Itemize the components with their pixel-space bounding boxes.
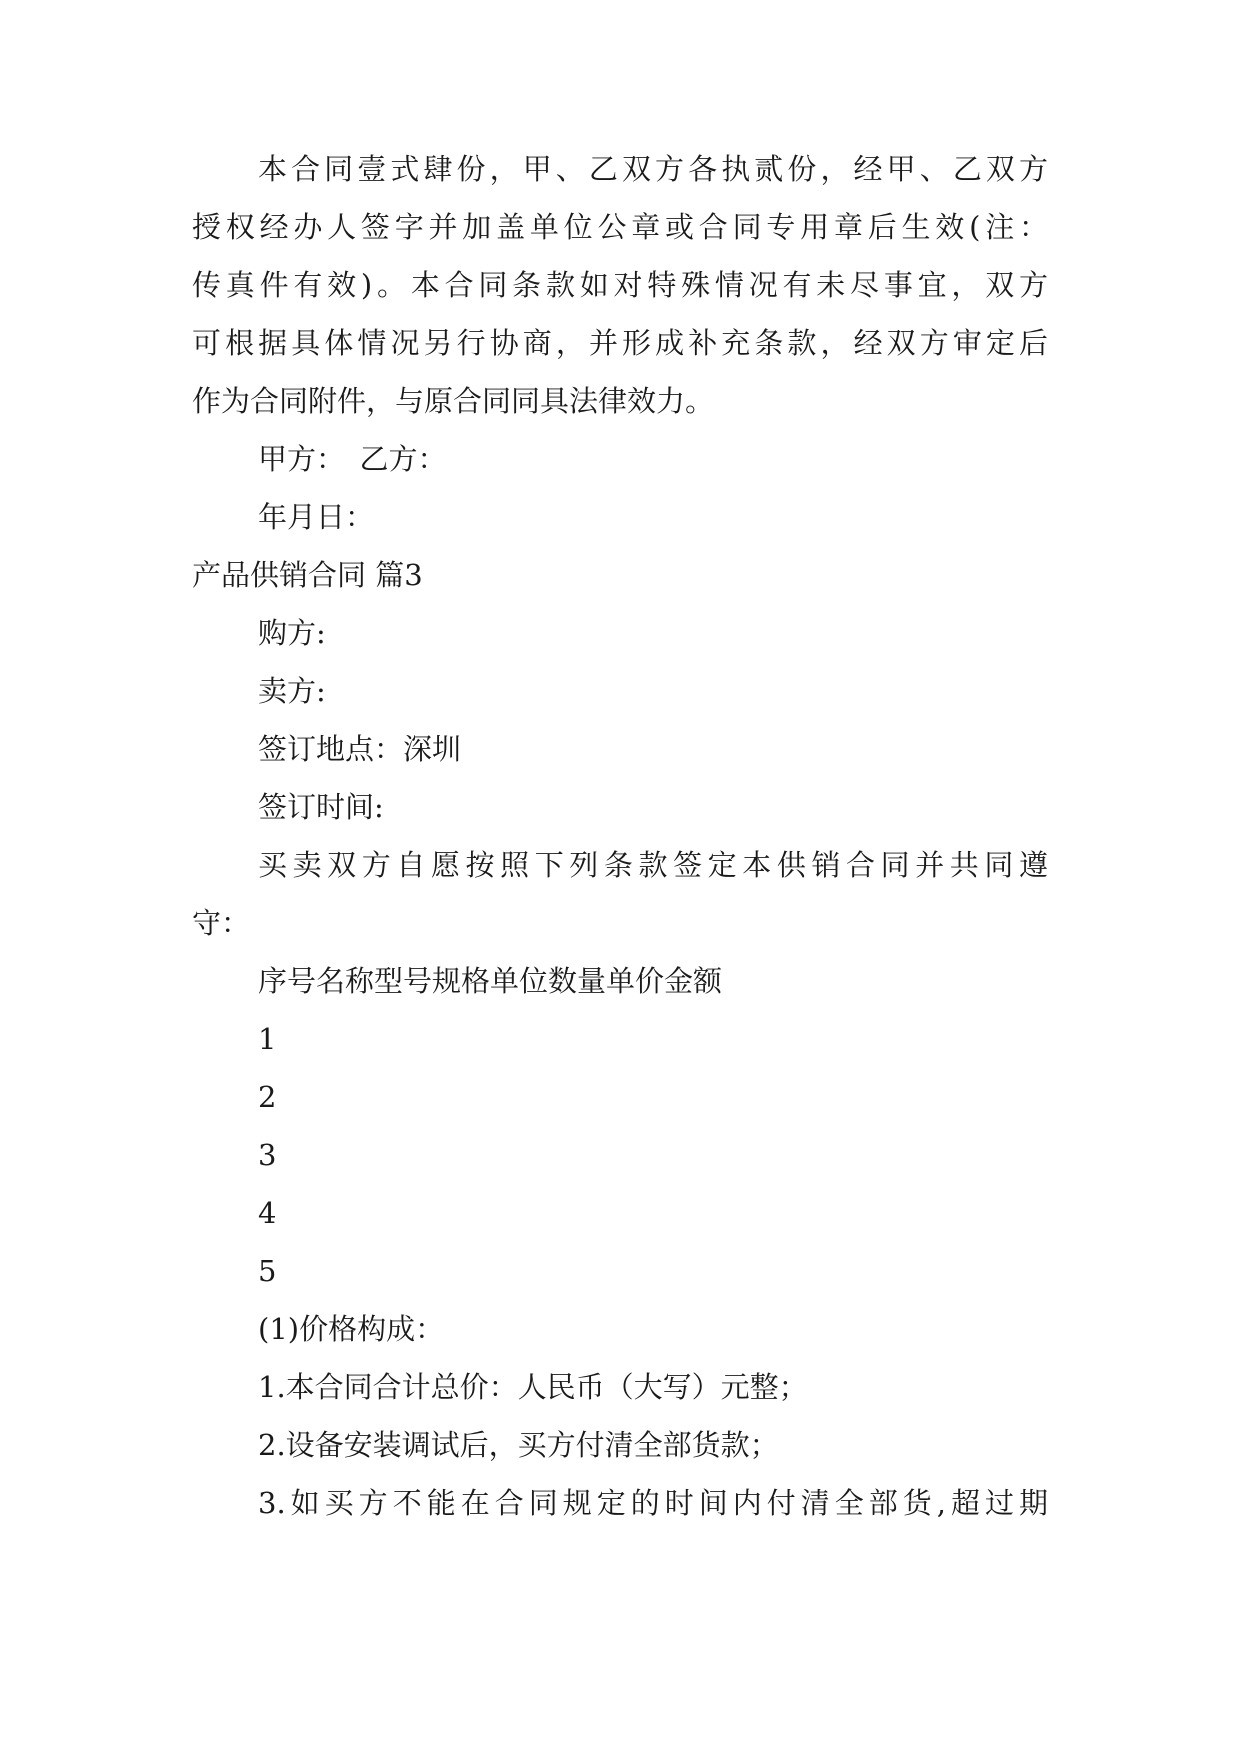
signing-time-line: 签订时间:	[258, 790, 384, 824]
item-row-number: 1	[258, 1022, 277, 1056]
item-row-number: 3	[258, 1138, 277, 1172]
price-clause-1: 1.本合同合计总价：人民币（大写）元整；	[258, 1370, 808, 1404]
agreement-paragraph-line-2: 守：	[192, 906, 251, 940]
signing-place-line: 签订地点：深圳	[258, 732, 462, 766]
item-table-header: 序号名称型号规格单位数量单价金额	[258, 964, 723, 998]
agreement-paragraph-line-1: 买卖双方自愿按照下列条款签定本供销合同并共同遵	[258, 848, 1048, 882]
price-clause-3: 3.如买方不能在合同规定的时间内付清全部货,超过期	[258, 1486, 1048, 1520]
contract-copies-paragraph-line-5: 作为合同附件，与原合同同具法律效力。	[192, 384, 715, 418]
buyer-line: 购方:	[258, 616, 326, 650]
item-row-number: 2	[258, 1080, 277, 1114]
contract-copies-paragraph-line-4: 可根据具体情况另行协商，并形成补充条款，经双方审定后	[192, 326, 1048, 360]
price-clause-2: 2.设备安装调试后，买方付清全部货款；	[258, 1428, 779, 1462]
contract-copies-paragraph-line-3: 传真件有效)。本合同条款如对特殊情况有未尽事宜，双方	[192, 268, 1048, 302]
seller-line: 卖方:	[258, 674, 326, 708]
contract-copies-paragraph-line-2: 授权经办人签字并加盖单位公章或合同专用章后生效(注：	[192, 210, 1048, 244]
item-row-number: 4	[258, 1196, 277, 1230]
contract-copies-paragraph-line-1: 本合同壹式肆份，甲、乙双方各执贰份，经甲、乙双方	[258, 152, 1048, 186]
item-row-number: 5	[258, 1254, 277, 1288]
price-composition-heading: (1)价格构成：	[258, 1312, 445, 1346]
party-signature-line: 甲方： 乙方：	[258, 442, 447, 476]
date-line: 年月日：	[258, 500, 375, 534]
section-heading: 产品供销合同 篇3	[192, 558, 423, 592]
